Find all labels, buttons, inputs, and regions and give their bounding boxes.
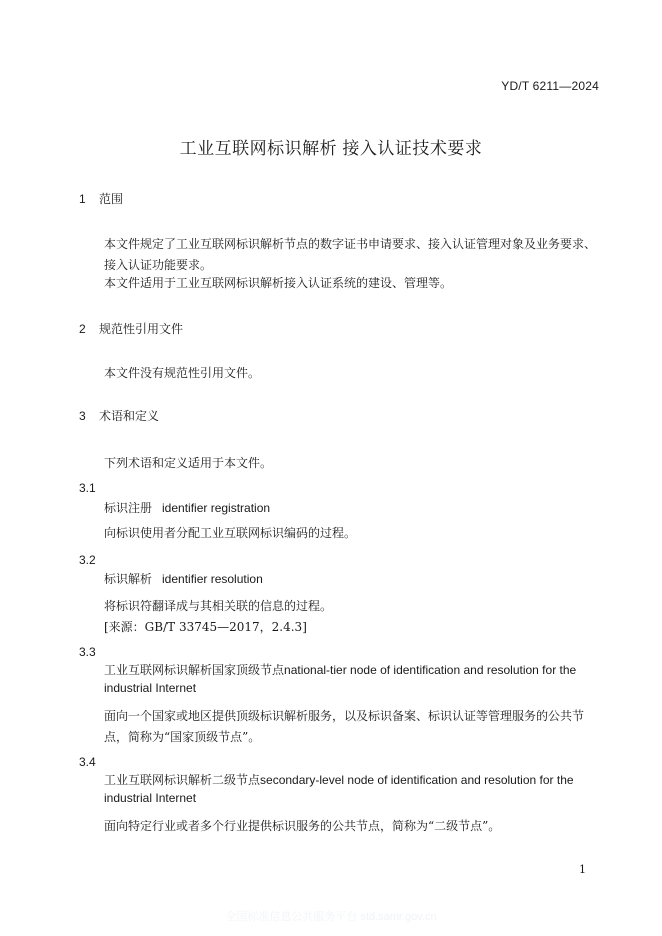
term-number: 3.1 [79,481,96,495]
section-2-heading [79,320,183,337]
term-en: identifier registration [162,501,271,515]
section-2-paragraph-1: 本文件没有规范性引用文件。 [104,366,261,380]
section-1-paragraph-1 [79,234,603,276]
term-number: 3.3 [79,645,96,659]
term-number: 3.2 [79,553,96,567]
term-en: identifier resolution [162,572,263,586]
term-zh: 工业互联网标识解析二级节点 [104,773,261,787]
paragraph-text: 面向一个国家或地区提供顶级标识解析服务，以及标识备案、标识认证等管理服务的公共节点，简称为“国家顶级节点”。 [104,709,585,744]
term-definition: 将标识符翻译成与其相关联的信息的过程。 [104,599,333,613]
term-definition: 面向特定行业或者多个行业提供标识服务的公共节点，简称为“二级节点”。 [104,819,501,833]
document-title: 工业互联网标识解析 接入认证技术要求 [179,139,483,158]
term-source: [来源：GB/T 33745—2017，2.4.3] [104,620,307,634]
term-zh: 标识解析 [104,572,153,586]
term-heading [79,771,603,807]
section-1-paragraph-2: 本文件适用于工业互联网标识解析接入认证系统的建设、管理等。 [104,276,453,290]
section-3-heading [79,407,159,424]
section-title: 范围 [99,192,124,206]
term-definition [79,706,603,748]
term-zh: 标识注册 [104,501,153,515]
section-1-heading [79,190,123,207]
section-number: 2 [79,322,86,336]
paragraph-text: 本文件规定了工业互联网标识解析节点的数字证书申请要求、接入认证管理对象及业务要求、接入认证功能要求。 [104,237,597,272]
section-3-intro: 下列术语和定义适用于本文件。 [104,456,273,470]
standard-number: YD/T 6211—2024 [501,79,599,93]
section-number: 1 [79,192,86,206]
section-title: 规范性引用文件 [99,322,184,336]
term-zh: 工业互联网标识解析国家顶级节点 [104,663,285,677]
term-heading [104,570,263,587]
term-definition: 向标识使用者分配工业互联网标识编码的过程。 [104,526,357,540]
term-number: 3.4 [79,755,96,769]
term-en: secondary-level node of identification and resolution for the industrial Internet [104,773,574,805]
section-title: 术语和定义 [99,409,160,423]
page-number: 1 [579,863,586,876]
term-heading [79,661,603,697]
term-heading [104,499,270,516]
term-en: national-tier node of identification and resolution for the industrial Internet [104,663,577,695]
watermark-footer: 全国标准信息公共服务平台 std.samr.gov.cn [225,911,437,923]
section-number: 3 [79,409,86,423]
